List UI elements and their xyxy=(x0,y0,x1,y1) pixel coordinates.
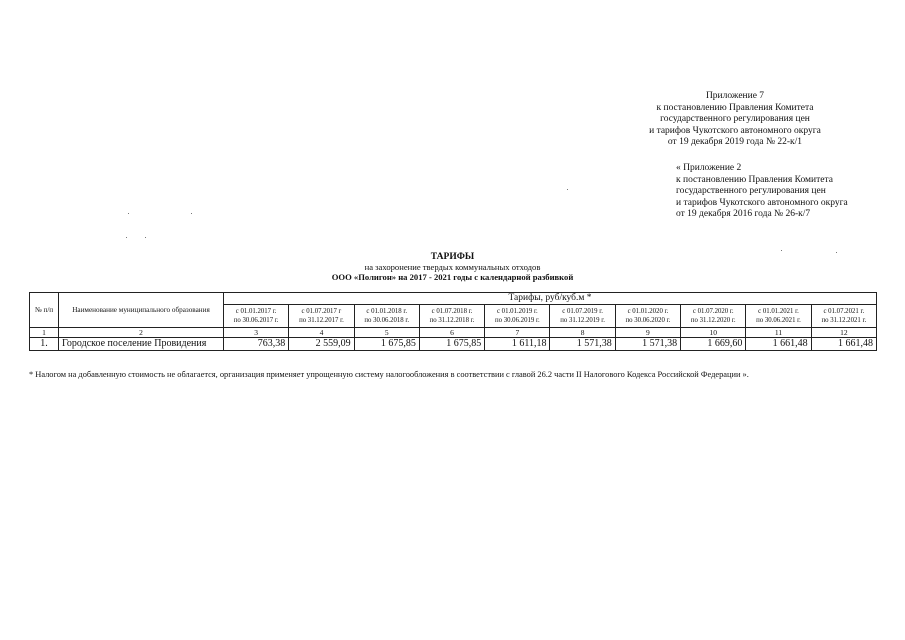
tariff-table xyxy=(29,292,877,351)
document-title xyxy=(0,252,905,282)
column-number: 3 xyxy=(224,328,289,338)
period-header xyxy=(419,305,484,328)
scan-speck xyxy=(567,189,568,190)
period-to: по 31.12.2018 г. xyxy=(429,317,475,324)
period-header xyxy=(811,305,876,328)
column-number: 9 xyxy=(615,328,680,338)
appendix-2-line: и тарифов Чукотского автономного округа xyxy=(676,197,848,208)
appendix-2-line: государственного регулирования цен xyxy=(676,186,826,197)
appendix-2-line: « Приложение 2 xyxy=(676,163,742,173)
column-number: 11 xyxy=(746,328,811,338)
period-from: с 01.07.2017 г xyxy=(301,308,342,315)
period-to: по 31.12.2021 г. xyxy=(821,317,867,324)
period-from: с 01.07.2018 г. xyxy=(431,308,473,315)
tariff-value: 2 559,09 xyxy=(289,338,354,351)
period-header xyxy=(746,305,811,328)
period-from: с 01.01.2018 г. xyxy=(366,308,408,315)
tariff-value: 1 669,60 xyxy=(681,338,746,351)
tariff-value: 1 661,48 xyxy=(811,338,876,351)
column-number: 6 xyxy=(419,328,484,338)
period-to: по 30.06.2019 г. xyxy=(494,317,540,324)
tariff-value: 1 675,85 xyxy=(419,338,484,351)
column-number: 1 xyxy=(30,328,59,338)
period-header xyxy=(550,305,615,328)
period-from: с 01.01.2019 г. xyxy=(496,308,538,315)
period-header xyxy=(289,305,354,328)
appendix-7-block xyxy=(600,91,870,149)
period-to: по 31.12.2019 г. xyxy=(560,317,605,324)
period-to: по 30.06.2021 г. xyxy=(756,317,801,324)
period-from: с 01.07.2021 г. xyxy=(823,308,865,315)
tariff-value: 1 661,48 xyxy=(746,338,811,351)
column-number: 10 xyxy=(681,328,746,338)
period-from: с 01.01.2021 г. xyxy=(758,308,799,315)
title-main: ТАРИФЫ xyxy=(430,252,475,262)
appendix-7-line: государственного регулирования цен xyxy=(660,114,810,125)
appendix-7-line: Приложение 7 xyxy=(705,91,765,101)
header-municipality: Наименование муниципального образования xyxy=(59,293,224,328)
column-number-row xyxy=(30,328,877,338)
tariff-value: 1 675,85 xyxy=(354,338,419,351)
column-number: 5 xyxy=(354,328,419,338)
period-to: по 30.06.2020 г. xyxy=(625,317,671,324)
period-from: с 01.07.2020 г. xyxy=(692,308,734,315)
period-to: по 30.06.2017 г. xyxy=(233,317,279,324)
appendix-7-line: и тарифов Чукотского автономного округа xyxy=(649,125,821,136)
period-to: по 31.12.2020 г. xyxy=(690,317,736,324)
footnote: * Налогом на добавленную стоимость не облагается, организация применяет упрощенную систему налогообложения в соответствии с главой 26.2 части II Налогового Кодекса Российской Федерации ». xyxy=(29,370,749,379)
period-header xyxy=(354,305,419,328)
period-to: по 30.06.2018 г. xyxy=(364,317,410,324)
scan-speck xyxy=(145,237,146,238)
scan-speck xyxy=(836,252,837,253)
title-subject: на захоронение твердых коммунальных отходов xyxy=(364,262,541,272)
tariff-value: 1 571,38 xyxy=(615,338,680,351)
tariff-value: 1 611,18 xyxy=(485,338,550,351)
period-header xyxy=(681,305,746,328)
column-number: 2 xyxy=(59,328,224,338)
scan-speck xyxy=(126,237,127,238)
appendix-2-line: от 19 декабря 2016 года № 26-к/7 xyxy=(676,209,811,220)
scan-speck xyxy=(191,213,192,214)
row-municipality: Городское поселение Провидения xyxy=(59,338,224,351)
period-from: с 01.01.2017 г. xyxy=(235,308,277,315)
header-tariffs: Тарифы, руб/куб.м * xyxy=(224,293,877,305)
period-header xyxy=(224,305,289,328)
appendix-2-line: к постановлению Правления Комитета xyxy=(676,174,833,185)
scan-speck xyxy=(128,213,129,214)
period-from: с 01.01.2020 г. xyxy=(627,308,669,315)
column-number: 12 xyxy=(811,328,876,338)
header-number: № п/п xyxy=(30,293,59,328)
table-row xyxy=(30,338,877,351)
period-header xyxy=(485,305,550,328)
column-number: 8 xyxy=(550,328,615,338)
row-number: 1. xyxy=(30,338,59,351)
appendix-7-line: от 19 декабря 2019 года № 22-к/1 xyxy=(667,137,803,148)
scan-speck xyxy=(781,250,782,251)
tariff-value: 763,38 xyxy=(224,338,289,351)
appendix-7-line: к постановлению Правления Комитета xyxy=(656,102,814,113)
column-number: 4 xyxy=(289,328,354,338)
column-number: 7 xyxy=(485,328,550,338)
tariff-value: 1 571,38 xyxy=(550,338,615,351)
period-header xyxy=(615,305,680,328)
title-organization: ООО «Полигон» на 2017 - 2021 годы с календарной разбивкой xyxy=(331,272,574,282)
period-to: по 31.12.2017 г. xyxy=(299,317,344,324)
appendix-2-block xyxy=(676,163,896,221)
period-from: с 01.07.2019 г. xyxy=(562,308,603,315)
